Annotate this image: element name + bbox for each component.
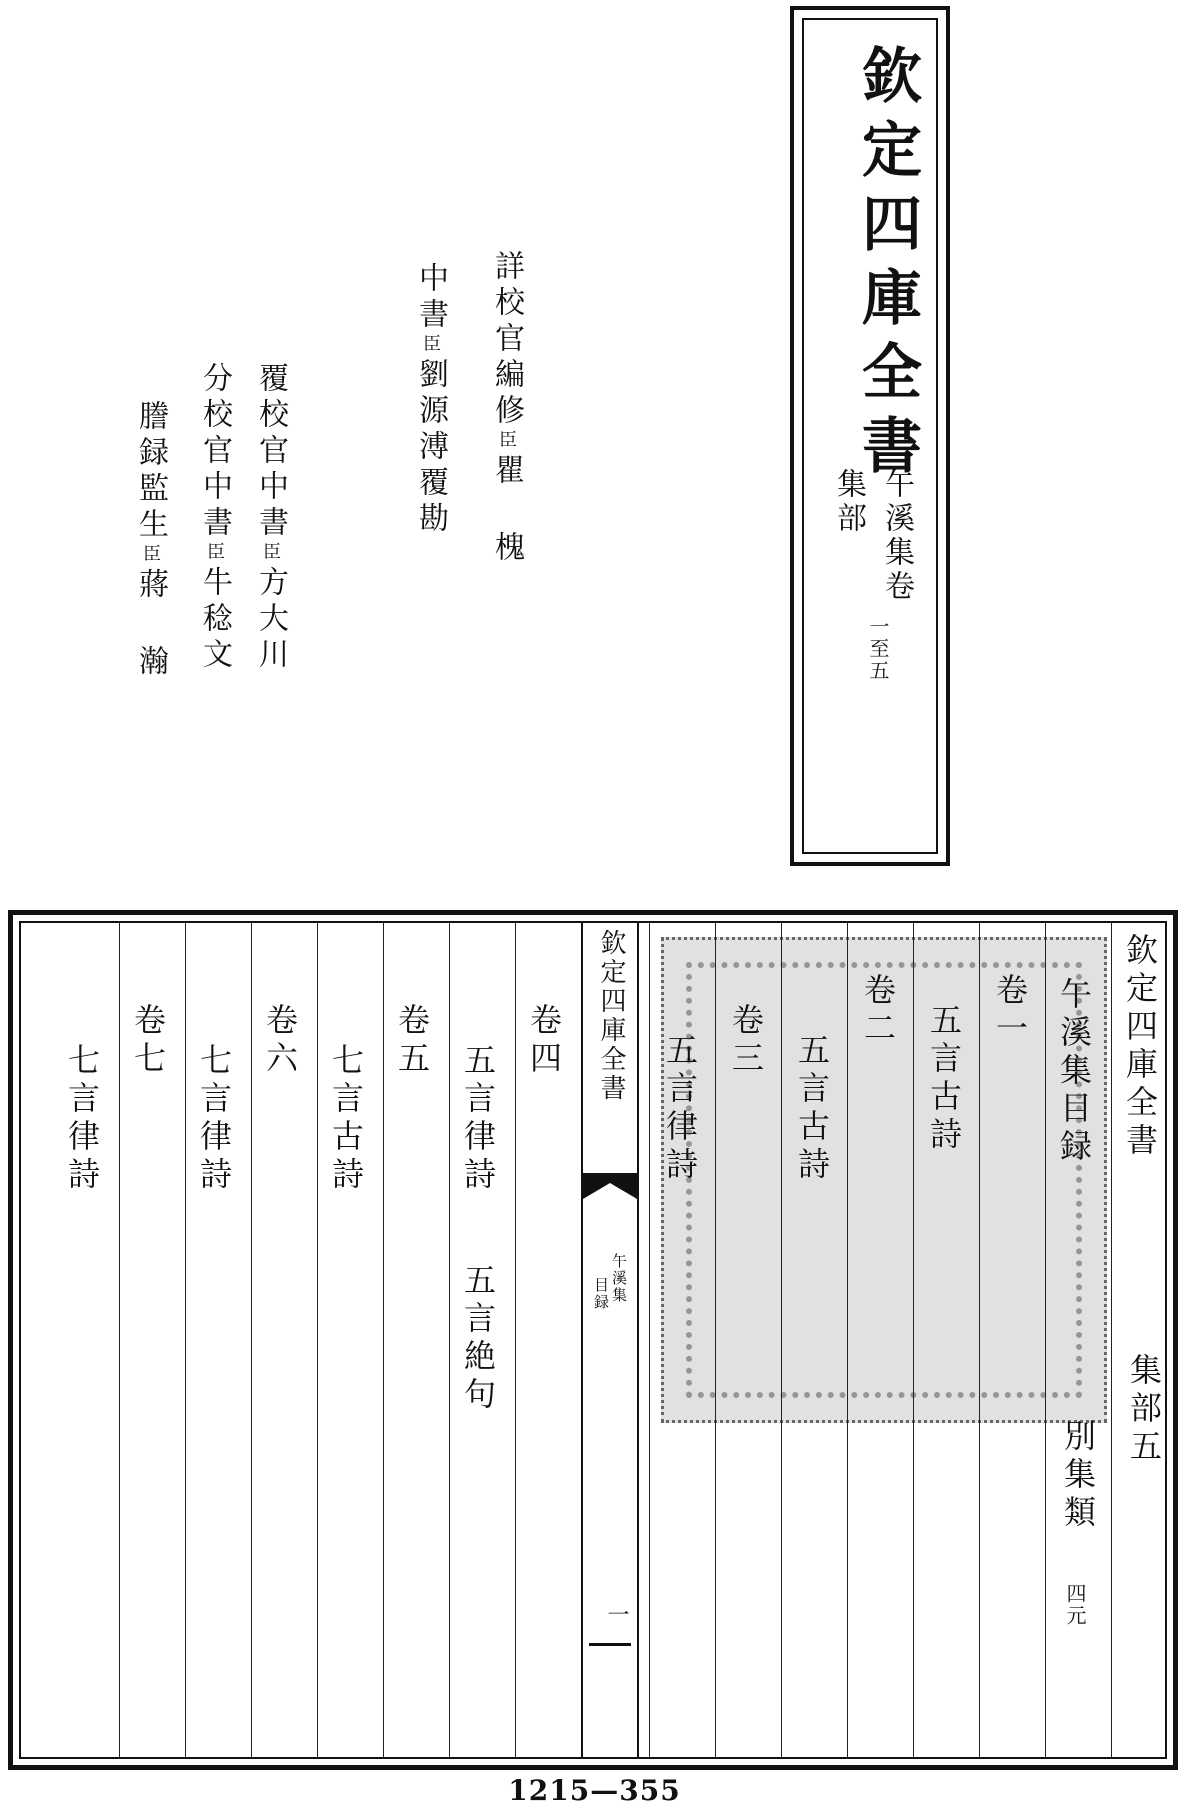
main-title: 欽定四庫全書 bbox=[852, 44, 922, 488]
banner-leaf: 一 bbox=[604, 1603, 629, 1627]
copyist-name: 蔣 瀚 bbox=[133, 568, 168, 681]
book-range: 一至五 bbox=[866, 616, 890, 682]
banner-title: 欽定四庫全書 bbox=[596, 929, 626, 1103]
copyist bbox=[128, 400, 172, 681]
copyist-title: 謄録監生 bbox=[133, 400, 168, 544]
volume-content: 五言律詩 bbox=[661, 1033, 699, 1185]
column-rule bbox=[979, 923, 980, 1757]
volume-content-extra: 五言絶句 bbox=[459, 1263, 497, 1415]
page-number: 1215—355 bbox=[508, 1774, 681, 1807]
volume-content: 七言古詩 bbox=[327, 1043, 365, 1195]
catalogue-inner-border bbox=[19, 921, 1167, 1759]
fishtail-mark bbox=[583, 1173, 637, 1199]
volume-content: 五言古詩 bbox=[925, 1003, 963, 1155]
volume-label: 卷七 bbox=[129, 1003, 167, 1079]
sub-proofreader bbox=[192, 362, 236, 674]
column-rule bbox=[251, 923, 252, 1757]
column-rule bbox=[317, 923, 318, 1757]
copyist-rank: 臣 bbox=[140, 544, 161, 568]
reviewer-name: 劉源溥覆勘 bbox=[413, 358, 448, 538]
catalogue-page bbox=[8, 910, 1178, 1770]
catalogue-category: 集部五 bbox=[1125, 1353, 1163, 1467]
detail-proofreader-rank: 臣 bbox=[496, 430, 517, 454]
volume-label: 卷六 bbox=[261, 1003, 299, 1079]
re-proofreader-name: 方大川 bbox=[253, 566, 288, 674]
volume-label: 卷一 bbox=[991, 973, 1029, 1049]
catalogue-era: 四元 bbox=[1063, 1583, 1087, 1627]
book-title: 午溪集卷 bbox=[879, 468, 914, 604]
column-rule bbox=[515, 923, 516, 1757]
volume-content: 五言古詩 bbox=[793, 1033, 831, 1185]
column-rule bbox=[913, 923, 914, 1757]
column-rule bbox=[119, 923, 120, 1757]
re-proofreader bbox=[248, 362, 292, 674]
volume-label: 卷三 bbox=[727, 1003, 765, 1079]
column-rule bbox=[383, 923, 384, 1757]
re-proofreader-title: 覆校官中書 bbox=[253, 362, 288, 542]
re-proofreader-rank: 臣 bbox=[260, 542, 281, 566]
column-rule bbox=[649, 923, 650, 1757]
catalogue-subcategory: 別集類 bbox=[1059, 1419, 1097, 1533]
title-slip bbox=[790, 6, 950, 866]
title-slip-inner-border bbox=[802, 18, 938, 854]
banner-book: 午溪集 bbox=[610, 1253, 628, 1304]
volume-label: 卷五 bbox=[393, 1003, 431, 1079]
column-rule bbox=[715, 923, 716, 1757]
volume-content: 五言律詩 bbox=[459, 1043, 497, 1195]
reviewer-office: 中書 bbox=[413, 262, 448, 334]
column-rule bbox=[185, 923, 186, 1757]
sub-proofreader-rank: 臣 bbox=[204, 542, 225, 566]
column-rule bbox=[1111, 923, 1112, 1757]
banner-section: 目録 bbox=[592, 1277, 610, 1311]
reviewer bbox=[408, 262, 452, 538]
column-rule bbox=[781, 923, 782, 1757]
volume-label: 卷二 bbox=[859, 973, 897, 1049]
volume-content: 七言律詩 bbox=[63, 1043, 101, 1195]
detail-proofreader-title: 詳校官編修 bbox=[489, 250, 524, 430]
detail-proofreader bbox=[484, 250, 528, 567]
detail-proofreader-name: 瞿 槐 bbox=[489, 454, 524, 567]
column-rule bbox=[1045, 923, 1046, 1757]
column-rule bbox=[449, 923, 450, 1757]
sub-proofreader-title: 分校官中書 bbox=[197, 362, 232, 542]
volume-content: 七言律詩 bbox=[195, 1043, 233, 1195]
banner-bottom-rule bbox=[589, 1643, 631, 1646]
collection-label: 集部 bbox=[831, 468, 866, 536]
catalogue-title: 午溪集目録 bbox=[1055, 977, 1093, 1167]
reviewer-rank: 臣 bbox=[420, 334, 441, 358]
catalogue-heading: 欽定四庫全書 bbox=[1121, 933, 1159, 1161]
column-rule bbox=[847, 923, 848, 1757]
volume-label: 卷四 bbox=[525, 1003, 563, 1079]
banner-column bbox=[581, 923, 639, 1757]
sub-proofreader-name: 牛稔文 bbox=[197, 566, 232, 674]
